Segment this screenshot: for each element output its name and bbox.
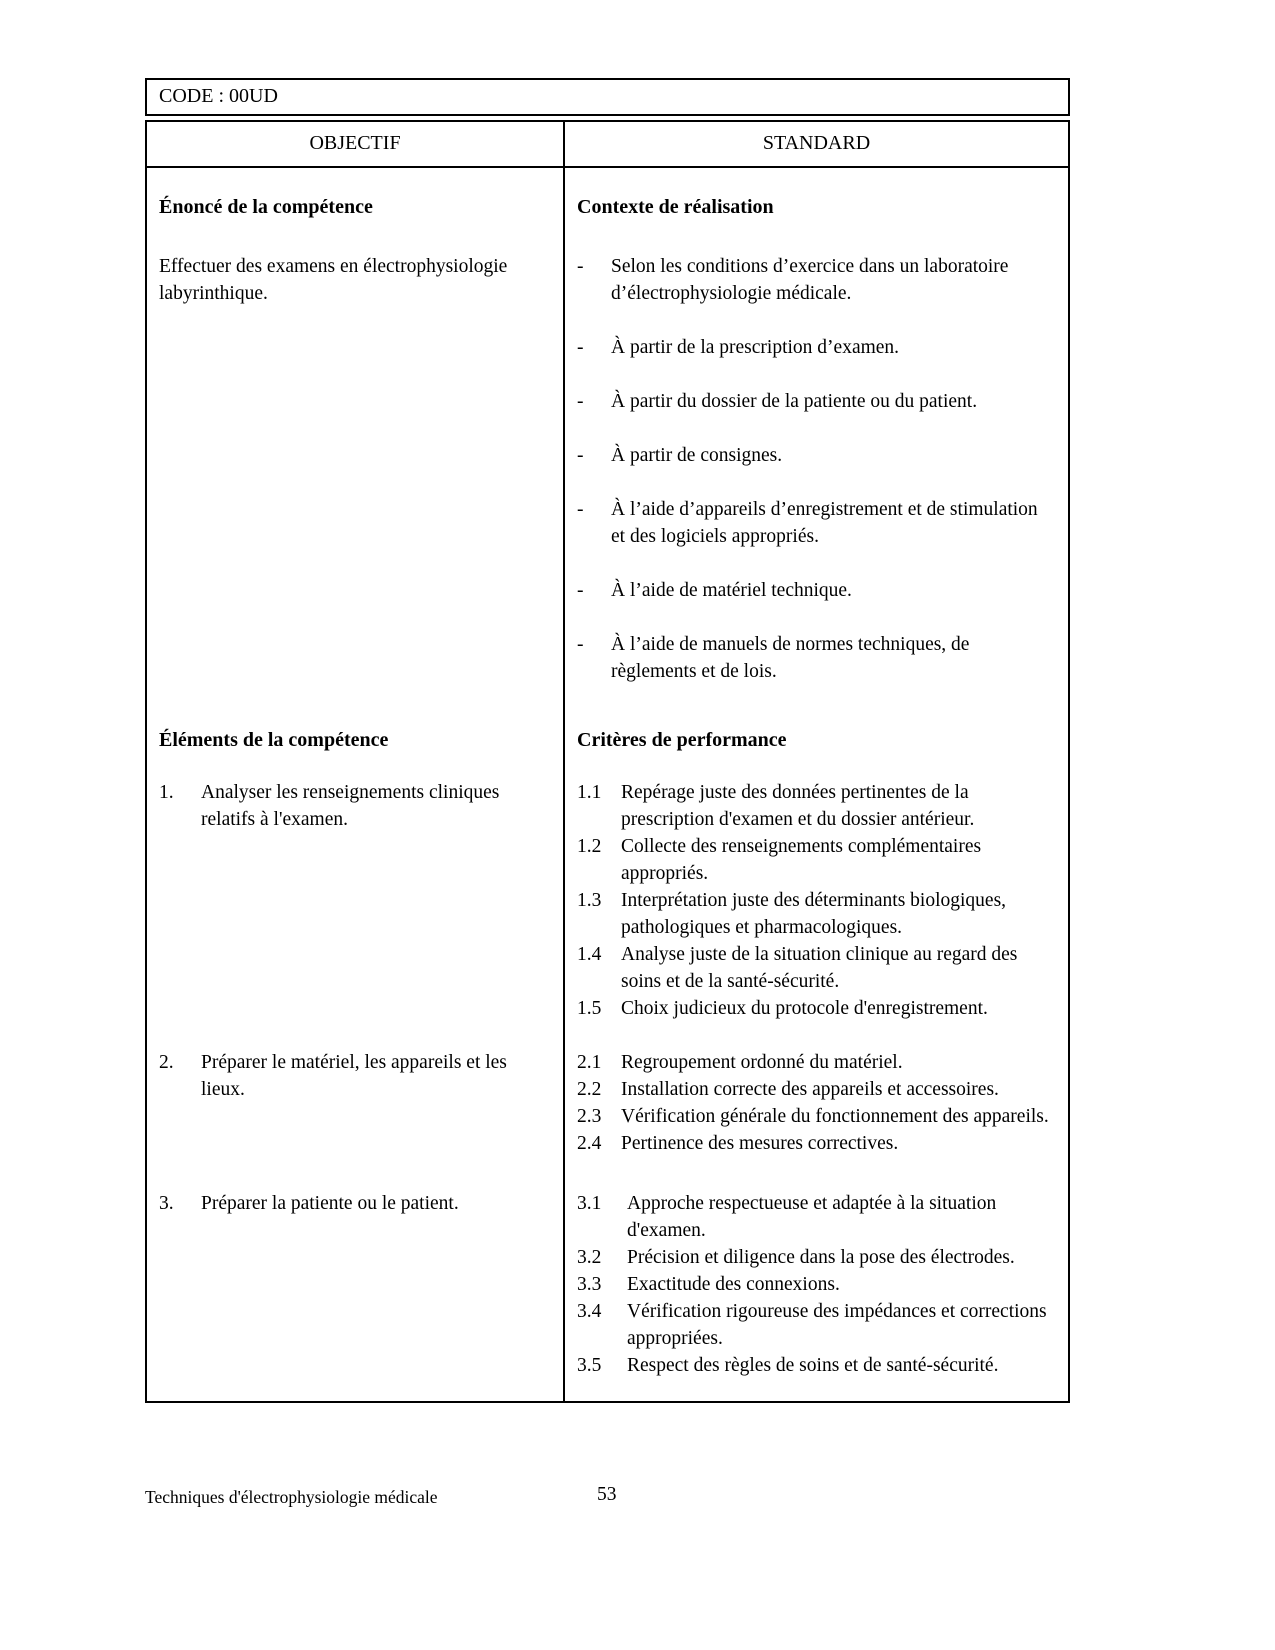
document-content [145, 78, 1070, 1403]
contexte-list-cell [565, 219, 1068, 685]
code-label: CODE : 00UD [159, 85, 278, 107]
table-header-row [147, 122, 1068, 168]
criterion: 2.4 Pertinence des mesures correctives. [577, 1133, 899, 1154]
criterion: 1.5 Choix judicieux du protocole d'enregistrement. [577, 998, 988, 1019]
contexte-item: - À l’aide de manuels de normes techniques, de règlements et de lois. [577, 631, 1050, 685]
objectif-column-header: OBJECTIF [147, 122, 565, 166]
criterion: 2.1 Regroupement ordonné du matériel. [577, 1052, 903, 1073]
table-body [147, 168, 1068, 1401]
criterion: 3.5 Respect des règles de soins et de santé-sécurité. [577, 1355, 999, 1376]
objectif-standard-table [145, 120, 1070, 1403]
page-number: 53 [597, 1484, 617, 1505]
element-1-cell [147, 752, 565, 1022]
dash-bullet: - [577, 634, 584, 655]
enonce-text: Effectuer des examens en électrophysiologie labyrinthique. [159, 256, 508, 304]
criterion: 1.3 Interprétation juste des déterminants biologiques, pathologiques et pharmacologiques. [577, 890, 1007, 938]
criterion: 2.2 Installation correcte des appareils et accessoires. [577, 1079, 999, 1100]
element-2-cell [147, 1022, 565, 1157]
element-3-cell [147, 1157, 565, 1401]
enonce-text-cell [147, 219, 565, 685]
dash-bullet: - [577, 580, 584, 601]
criterion: 1.2 Collecte des renseignements complémentaires appropriés. [577, 836, 982, 884]
contexte-item: - Selon les conditions d’exercice dans un laboratoire d’électrophysiologie médicale. [577, 253, 1050, 307]
page-footer [145, 1484, 1070, 1508]
contexte-item: - À partir de la prescription d’examen. [577, 334, 1050, 361]
criterion: 2.3 Vérification générale du fonctionnement des appareils. [577, 1106, 1049, 1127]
criterion: 3.3 Exactitude des connexions. [577, 1274, 840, 1295]
dash-bullet: - [577, 445, 584, 466]
criterion: 3.4 Vérification rigoureuse des impédances et corrections appropriées. [577, 1301, 1047, 1349]
contexte-item: - À l’aide d’appareils d’enregistrement et de stimulation et des logiciels appropriés. [577, 496, 1050, 550]
element-item: 2. Préparer le matériel, les appareils et les lieux. [159, 1052, 507, 1100]
element-item: 1. Analyser les renseignements cliniques relatifs à l'examen. [159, 782, 500, 830]
criteres-title-cell [565, 685, 1068, 752]
contexte-title-cell [565, 168, 1068, 219]
enonce-title: Énoncé de la compétence [159, 196, 373, 218]
dash-bullet: - [577, 499, 584, 520]
criteres-title: Critères de performance [577, 729, 787, 751]
criterion: 1.4 Analyse juste de la situation clinique au regard des soins et de la santé-sécurité. [577, 944, 1018, 992]
dash-bullet: - [577, 391, 584, 412]
criteria-group-1-cell [565, 752, 1068, 1022]
criterion: 1.1 Repérage juste des données pertinentes de la prescription d'examen et du dossier antérieur. [577, 782, 975, 830]
criterion: 3.1 Approche respectueuse et adaptée à la situation d'examen. [577, 1193, 997, 1241]
elements-title-cell [147, 685, 565, 752]
dash-bullet: - [577, 256, 584, 277]
contexte-item: - À partir du dossier de la patiente ou du patient. [577, 388, 1050, 415]
contexte-item: - À l’aide de matériel technique. [577, 577, 1050, 604]
contexte-item: - À partir de consignes. [577, 442, 1050, 469]
criterion: 3.2 Précision et diligence dans la pose des électrodes. [577, 1247, 1015, 1268]
elements-title: Éléments de la compétence [159, 729, 389, 751]
criteria-group-2-cell [565, 1022, 1068, 1157]
criteria-group-3-cell [565, 1157, 1068, 1401]
dash-bullet: - [577, 337, 584, 358]
contexte-title: Contexte de réalisation [577, 196, 774, 218]
enonce-title-cell [147, 168, 565, 219]
standard-column-header: STANDARD [762, 132, 871, 154]
footer-document-title: Techniques d'électrophysiologie médicale [145, 1487, 438, 1507]
element-item: 3. Préparer la patiente ou le patient. [159, 1193, 459, 1214]
code-box [145, 78, 1070, 116]
